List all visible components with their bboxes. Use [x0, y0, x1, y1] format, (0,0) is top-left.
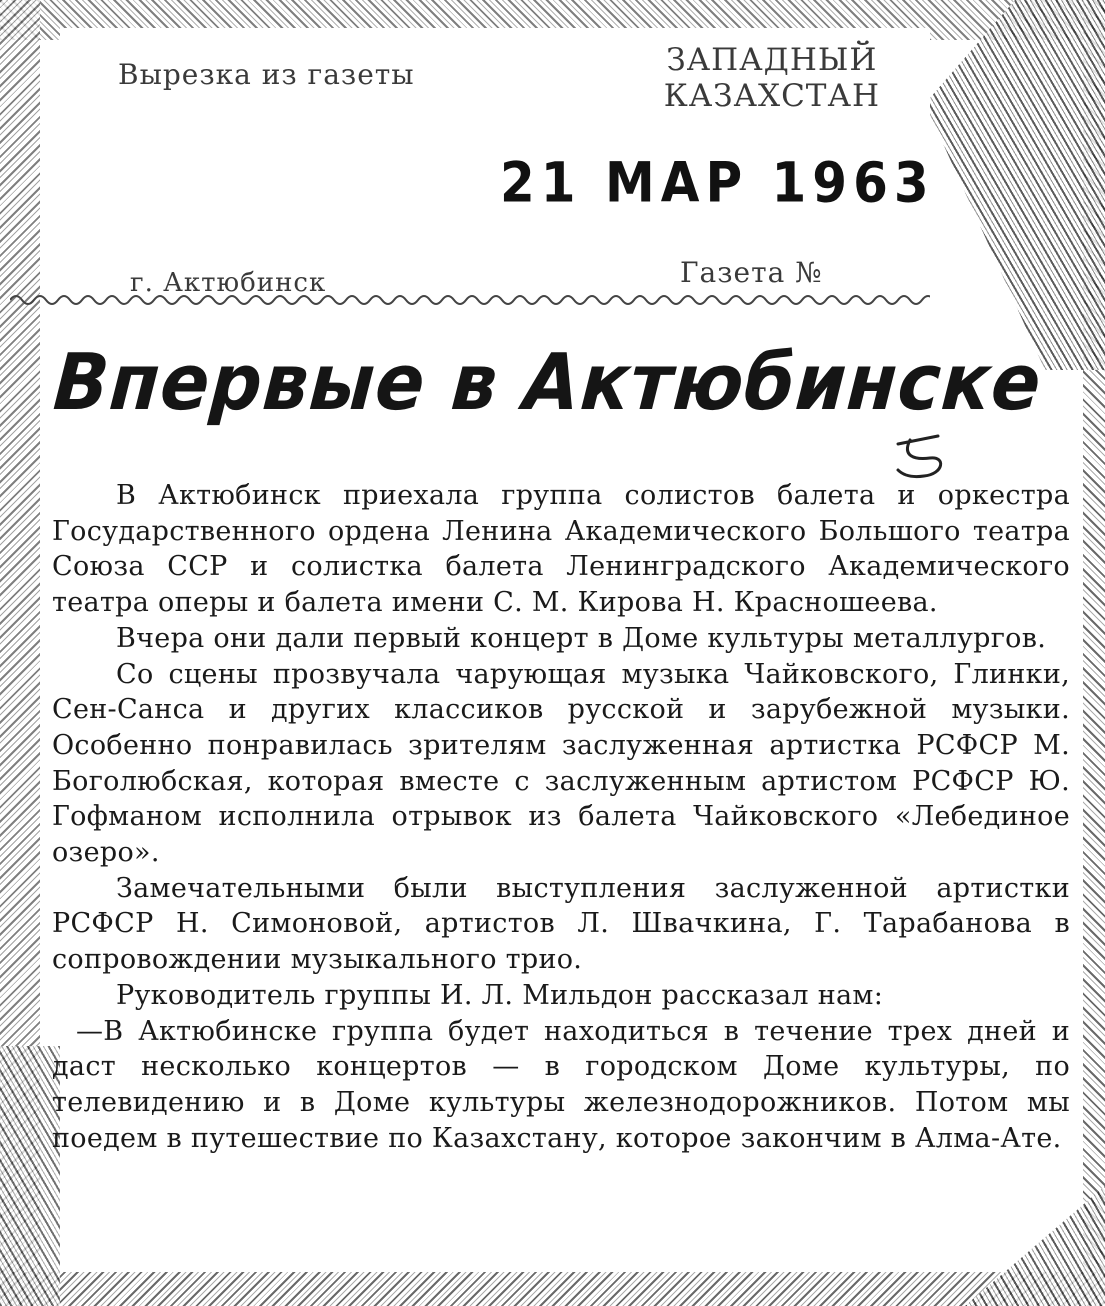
wavy-divider — [10, 292, 930, 308]
clipping-stamp — [60, 28, 935, 298]
paper-name-line1: ЗАПАДНЫЙ — [666, 42, 878, 78]
article-paragraph: Руководитель группы И. Л. Мильдон рассказал нам: — [116, 979, 884, 1011]
article-headline: Впервые в Актюбинске — [50, 336, 1045, 428]
article-body — [52, 478, 1070, 1156]
article-paragraph: —В Актюбинске группа будет находиться в течение трех дней и даст несколько концертов — в городском Доме культуры, по телевидению и в Доме культуры железнодорожников. Потом мы поедем в путешествие по Казахстану, которое закончим в Алма-Ате. — [52, 1015, 1070, 1154]
article-paragraph: Вчера они дали первый концерт в Доме культуры металлургов. — [116, 622, 1047, 654]
clip-label: Вырезка из газеты — [118, 58, 415, 91]
paper-name — [664, 42, 880, 114]
date-stamp: 21 МАР 1963 — [500, 151, 935, 215]
article-paragraph: Замечательными были выступления заслуженной артистки РСФСР Н. Симоновой, артистов Л. Швачкина, Г. Тарабанова в сопровождении музыкального трио. — [52, 872, 1070, 976]
scan-noise-corner-bottom-right — [965, 1186, 1105, 1306]
issue-label: Газета № — [680, 256, 823, 289]
city-label: г. Актюбинск — [130, 268, 327, 298]
scan-noise-corner-top-right — [905, 0, 1105, 370]
article-paragraph: Со сцены прозвучала чарующая музыка Чайковского, Глинки, Сен-Санса и других классиков русской и зарубежной музыки. Особенно понравилась зрителям заслуженная артистка РСФСР М. Боголюбская, которая вместе с заслуженным артистом РСФСР Ю. Гофманом исполнила отрывок из балета Чайковского «Лебединое озеро». — [52, 658, 1070, 869]
paper-name-line2: КАЗАХСТАН — [663, 78, 880, 114]
article-paragraph: В Актюбинск приехала группа солистов балета и оркестра Государственного ордена Ленина Академического Большого театра Союза ССР и солистка балета Ленинградского Академического театра оперы и балета имени С. М. Кирова Н. Красношеева. — [52, 480, 1070, 619]
scan-noise-corner-bottom-left — [0, 1046, 60, 1306]
scan-noise-bottom — [0, 1272, 1105, 1306]
